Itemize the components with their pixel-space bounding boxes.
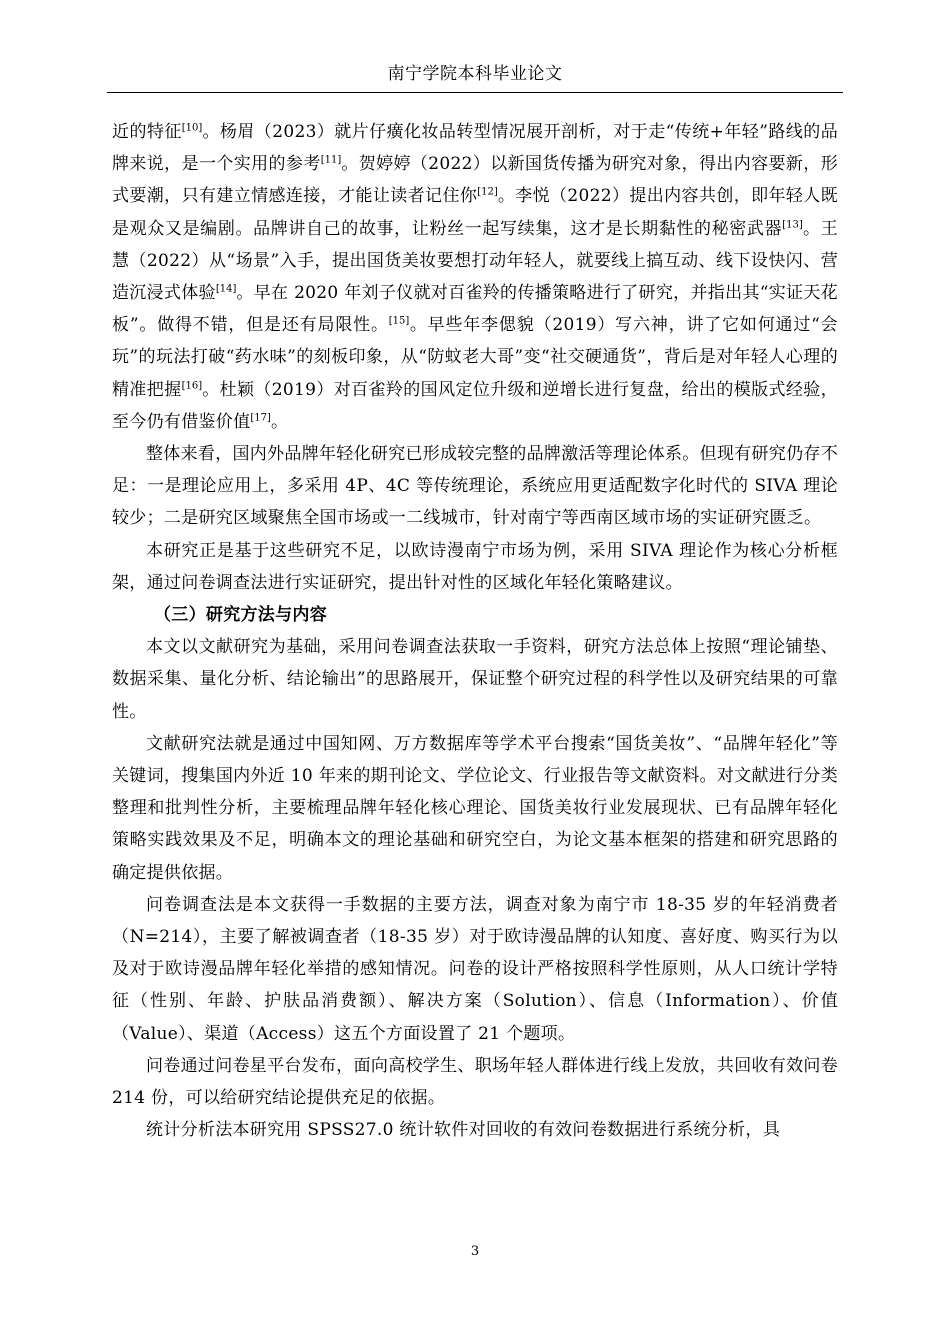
paragraph xyxy=(112,1050,838,1114)
paragraph-text: 本研究正是基于这些研究不足，以欧诗漫南宁市场为例，采用 SIVA 理论作为核心分析框架，通过问卷调查法进行实证研究，提出针对性的区域化年轻化策略建议。 xyxy=(112,540,838,593)
paragraph xyxy=(112,438,838,535)
citation-ref: [16] xyxy=(181,379,203,391)
paragraph-text: 整体来看，国内外品牌年轻化研究已形成较完整的品牌激活等理论体系。但现有研究仍存不足：一是理论应用上，多采用 4P、4C 等传统理论，系统应用更适配数字化时代的 SIVA 理论较少；二是研究区域聚焦全国市场或一二线城市，针对南宁等西南区域市场的实证研究匮乏。 xyxy=(112,444,838,529)
citation-ref: [13] xyxy=(782,218,803,230)
heading-text: （三）研究方法与内容 xyxy=(154,605,327,626)
paragraph-text: 。杜颖（2019）对百雀羚的国风定位升级和逆增长进行复盘，给出的模版式经验，至今仍有借鉴价值 xyxy=(112,379,838,432)
paragraph xyxy=(112,116,838,438)
paragraph-text: 。杨眉（2023）就片仔癀化妆品转型情况展开剖析，对于走“传统+年轻”路线的品牌来说，是一个实用的参考 xyxy=(112,122,839,175)
paragraph xyxy=(112,889,838,1050)
section-heading xyxy=(112,599,838,631)
header-divider xyxy=(107,92,843,93)
page-header-title: 南宁学院本科毕业论文 xyxy=(387,64,563,84)
paragraph-text: 。早在 2020 年刘子仪就对百雀羚的传播策略进行了研究，并指出其“实证天花板”。做得不错，但是还有局限性。 xyxy=(112,283,838,336)
paragraph-text: 。贺婷婷（2022）以新国货传播为研究对象，得出内容要新，形式要潮，只有建立情感连接，才能让读者记住你 xyxy=(112,154,839,207)
paragraph-text: 近的特征 xyxy=(112,122,182,142)
paragraph-text: 问卷调查法是本文获得一手数据的主要方法，调查对象为南宁市 18-35 岁的年轻消费者（N=214），主要了解被调查者（18-35 岁）对于欧诗漫品牌的认知度、喜好度、购买行为以及对于欧诗漫品牌年轻化举措的感知情况。问卷的设计严格按照科学性原则，从人口统计学特征（性别、年龄、护肤品消费额）、解决方案（Solution）、信息（Information）、价值（Value）、渠道（Access）这五个方面设置了 21 个题项。 xyxy=(112,894,838,1044)
paragraph-text: 本文以文献研究为基础，采用问卷调查法获取一手资料，研究方法总体上按照“理论铺垫、数据采集、量化分析、结论输出”的思路展开，保证整个研究过程的科学性以及研究结果的可靠性。 xyxy=(112,637,838,722)
paragraph xyxy=(112,1114,838,1146)
citation-ref: [12] xyxy=(477,186,498,198)
paragraph xyxy=(112,631,838,728)
paragraph-text: 。李悦（2022）提出内容共创，即年轻人既是观众又是编剧。品牌讲自己的故事，让粉丝一起写续集，这才是长期黏性的秘密武器 xyxy=(112,186,838,239)
citation-ref: [15] xyxy=(388,315,410,327)
paragraph-text: 。早些年李偲貌（2019）写六神，讲了它如何通过“会玩”的玩法打破“药水味”的刻板印象，从“防蚊老大哥”变“社交硬通货”，背后是对年轻人心理的精准把握 xyxy=(112,315,838,400)
body-text xyxy=(112,116,838,1147)
paragraph-text: 。王慧（2022）从“场景”入手，提出国货美妆要想打动年轻人，就要线上搞互动、线下设快闪、营造沉浸式体验 xyxy=(112,218,838,304)
paragraph-text: 统计分析法本研究用 SPSS27.0 统计软件对回收的有效问卷数据进行系统分析，具 xyxy=(146,1120,781,1141)
page-number: 3 xyxy=(470,1244,480,1259)
citation-ref: [14] xyxy=(215,283,237,295)
paragraph xyxy=(112,535,838,599)
citation-ref: [11] xyxy=(320,154,342,166)
citation-ref: [10] xyxy=(181,122,203,134)
citation-ref: [17] xyxy=(250,412,271,424)
paragraph-text: 问卷通过问卷星平台发布，面向高校学生、职场年轻人群体进行线上发放，共回收有效问卷 214 份，可以给研究结论提供充足的依据。 xyxy=(112,1055,838,1109)
paragraph-text: 。 xyxy=(270,411,289,432)
paragraph-text: 文献研究法就是通过中国知网、万方数据库等学术平台搜索“国货美妆”、“品牌年轻化”等关键词，搜集国内外近 10 年来的期刊论文、学位论文、行业报告等文献资料。对文献进行分类整理和批判性分析，主要梳理品牌年轻化核心理论、国货美妆行业发展现状、已有品牌年轻化策略实践效果及不足，明确本文的理论基础和研究空白，为论文基本框架的搭建和研究思路的确定提供依据。 xyxy=(112,733,838,883)
paragraph xyxy=(112,728,838,889)
